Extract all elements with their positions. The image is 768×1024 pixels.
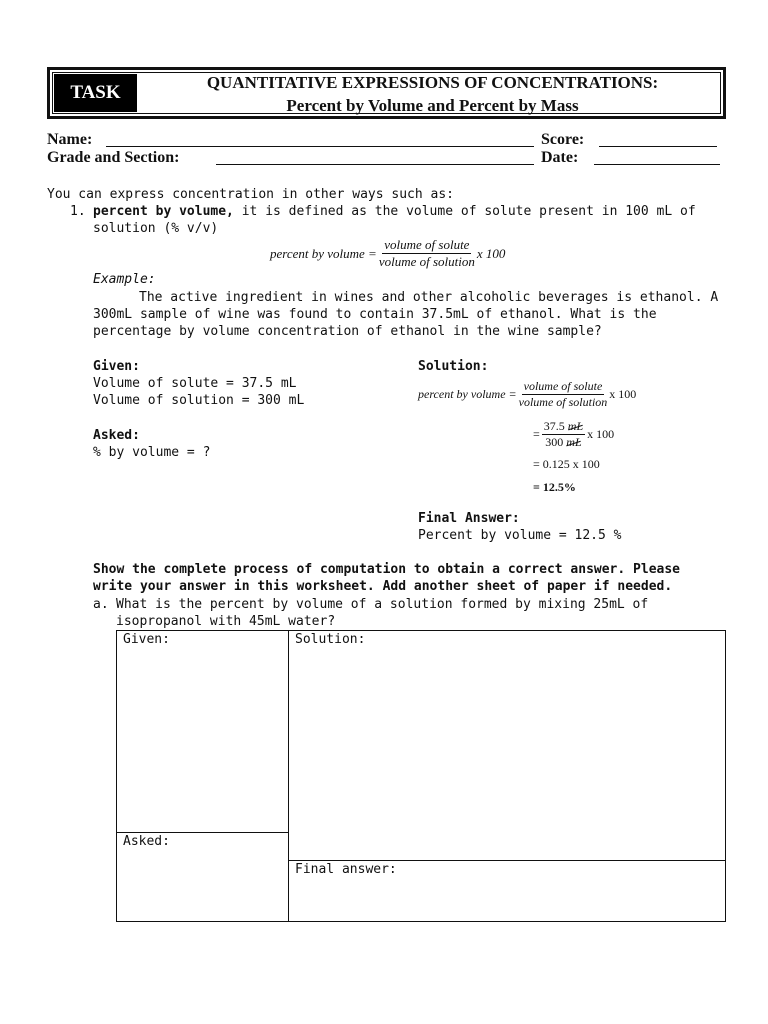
worksheet-header	[47, 67, 726, 119]
solution-step-2	[533, 419, 614, 450]
solution-label: Solution:	[418, 359, 489, 374]
score-field[interactable]	[599, 132, 717, 147]
percent-volume-formula	[270, 237, 505, 270]
task-label: TASK	[54, 74, 137, 112]
grade-section-field[interactable]	[216, 150, 534, 165]
given-answer-cell[interactable]	[117, 631, 287, 831]
formula-denominator: volume of solution	[378, 254, 475, 269]
step2-multiplier: x 100	[587, 427, 615, 441]
solution-step-1	[418, 379, 636, 410]
definition-text: it is defined as the volume of solute present in 100 mL of	[233, 204, 696, 219]
page-subtitle: Percent by Volume and Percent by Mass	[286, 96, 579, 115]
formula-numerator: volume of solute	[384, 237, 470, 252]
solution-answer-cell[interactable]	[289, 631, 725, 859]
question-text-2: isopropanol with 45mL water?	[116, 614, 336, 629]
solution-step-3: = 0.125 x 100	[533, 457, 600, 471]
given-line: Volume of solute = 37.5 mL	[93, 376, 297, 391]
given-line: Volume of solution = 300 mL	[93, 393, 305, 408]
solution-lhs: percent by volume =	[418, 387, 517, 401]
table-solution-label: Solution:	[295, 632, 366, 647]
final-answer-cell[interactable]	[289, 861, 725, 921]
example-line: 300mL sample of wine was found to contain 37.5mL of ethanol. What is the	[93, 307, 657, 322]
date-field[interactable]	[594, 150, 720, 165]
date-label: Date:	[541, 149, 579, 166]
intro-text: You can express concentration in other ways such as:	[47, 187, 454, 202]
table-final-label: Final answer:	[295, 862, 397, 877]
table-asked-label: Asked:	[123, 834, 170, 849]
formula-lhs: percent by volume =	[270, 245, 377, 261]
question-letter: a.	[93, 597, 109, 612]
example-label: Example:	[93, 272, 156, 287]
step2-numerator-unit: mL	[567, 419, 584, 433]
instructions-line: write your answer in this worksheet. Add another sheet of paper if needed.	[93, 579, 673, 594]
example-line: The active ingredient in wines and other alcoholic beverages is ethanol. A	[139, 290, 719, 305]
score-label: Score:	[541, 131, 585, 148]
term-percent-by-volume: percent by volume,	[93, 204, 234, 219]
given-label: Given:	[93, 359, 140, 374]
item-number: 1.	[70, 204, 86, 219]
solution-step-4: = 12.5%	[533, 480, 576, 494]
definition-line-2: solution (% v/v)	[93, 221, 219, 236]
grade-section-label: Grade and Section:	[47, 149, 180, 166]
asked-answer-cell[interactable]	[117, 833, 287, 921]
example-line: percentage by volume concentration of ethanol in the wine sample?	[93, 324, 602, 339]
formula-multiplier: x 100	[476, 245, 506, 261]
definition-line	[93, 203, 696, 220]
final-answer-text: Percent by volume = 12.5 %	[418, 528, 622, 543]
asked-label: Asked:	[93, 428, 140, 443]
instructions-line: Show the complete process of computation to obtain a correct answer. Please	[93, 562, 680, 577]
step2-numerator-value: 37.5	[543, 419, 565, 433]
table-given-label: Given:	[123, 632, 170, 647]
question-text: What is the percent by volume of a solution formed by mixing 25mL of	[116, 597, 649, 612]
page-title: QUANTITATIVE EXPRESSIONS OF CONCENTRATIONS:	[206, 73, 659, 92]
solution-denominator: volume of solution	[518, 395, 608, 409]
final-answer-label: Final Answer:	[418, 511, 520, 526]
name-field[interactable]	[106, 132, 534, 147]
name-label: Name:	[47, 131, 93, 148]
step2-denominator-value: 300	[545, 435, 564, 449]
solution-equals: =	[533, 427, 540, 441]
asked-line: % by volume = ?	[93, 445, 211, 460]
solution-numerator: volume of solute	[523, 379, 603, 393]
step2-denominator-unit: mL	[566, 435, 582, 449]
solution-multiplier: x 100	[609, 387, 637, 401]
